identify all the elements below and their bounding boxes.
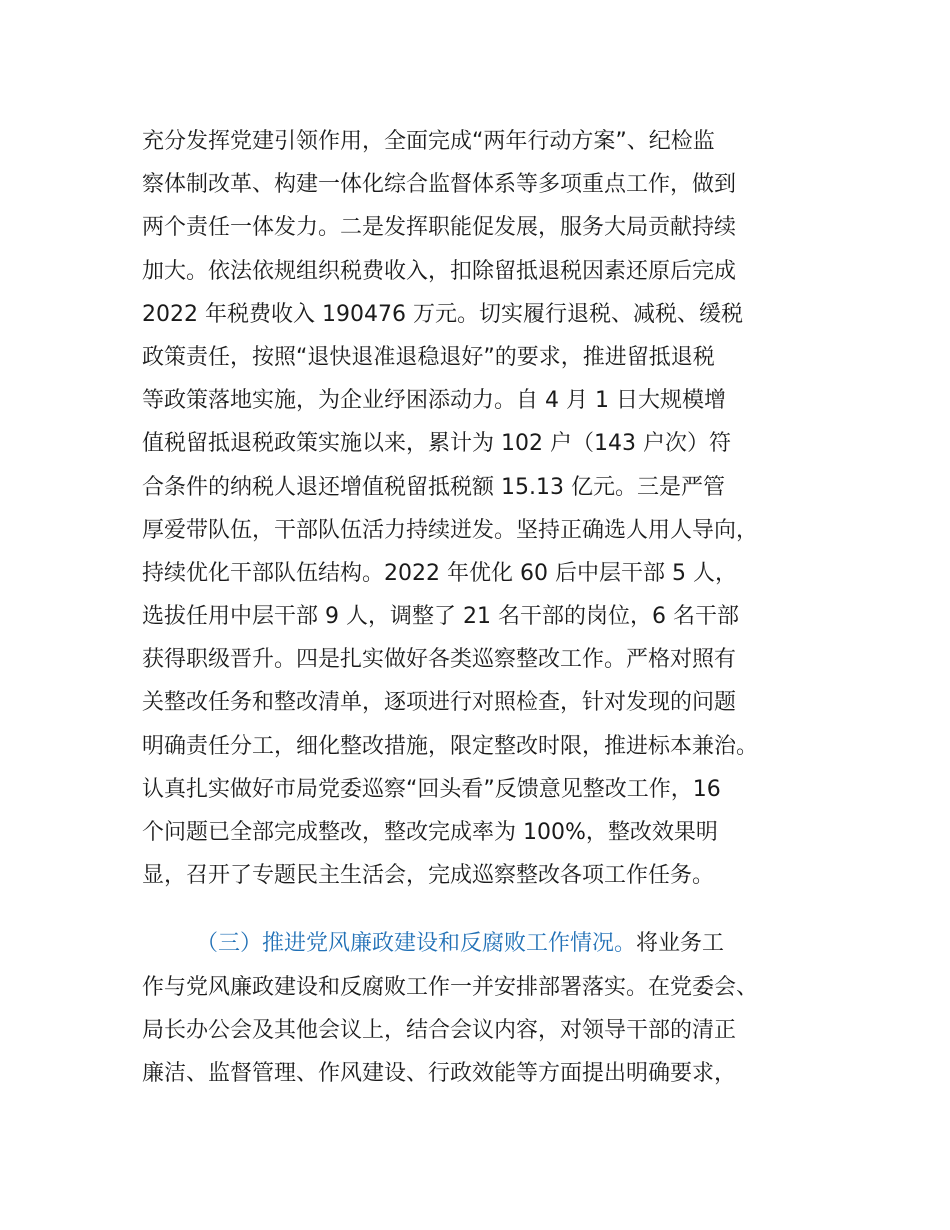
- paragraph-line: 充分发挥党建引领作用，全面完成“两年行动方案”、纪检监: [142, 129, 715, 154]
- section-text: 将业务工: [636, 931, 725, 957]
- paragraph-line: 获得职级晋升。四是扎实做好各类巡察整改工作。严格对照有: [142, 647, 737, 673]
- paragraph-line: 个问题已全部完成整改，整改完成率为 100%，整改效果明: [142, 820, 718, 845]
- section-3: [142, 922, 842, 1095]
- paragraph-line: 厚爱带队伍，干部队伍活力持续迸发。坚持正确选人用人导向，: [142, 517, 759, 543]
- paragraph-line: 2022 年税费收入 190476 万元。切实履行退税、减税、缓税: [142, 301, 743, 327]
- paragraph-line: 认真扎实做好市局党委巡察“回头看”反馈意见整改工作，16: [142, 776, 721, 802]
- paragraph-line: 加大。依法依规组织税费收入，扣除留抵退税因素还原后完成: [142, 258, 737, 284]
- paragraph-line: 选拔任用中层干部 9 人，调整了 21 名干部的岗位，6 名干部: [142, 604, 739, 630]
- paragraph-line: 合条件的纳税人退还增值税留抵税额 15.13 亿元。三是严管: [142, 474, 725, 500]
- document-body: [142, 120, 842, 1095]
- paragraph-line: 关整改任务和整改清单，逐项进行对照检查，针对发现的问题: [142, 690, 737, 716]
- paragraph-line: 显，召开了专题民主生活会，完成巡察整改各项工作任务。: [142, 863, 715, 889]
- paragraph-line: 持续优化干部队伍结构。2022 年优化 60 后中层干部 5 人，: [142, 560, 737, 586]
- section-3-first-line: [142, 922, 842, 965]
- paragraph-line: 政策责任，按照“退快退准退稳退好”的要求，推进留抵退税: [142, 344, 715, 370]
- paragraph-line: 作与党风廉政建设和反腐败工作一并安排部署落实。在党委会、: [142, 974, 759, 1000]
- paragraph-line: 明确责任分工，细化整改措施，限定整改时限，推进标本兼治。: [142, 733, 759, 759]
- paragraph-1: [142, 120, 842, 897]
- paragraph-line: 等政策落地实施，为企业纾困添动力。自 4 月 1 日大规模增: [142, 388, 726, 414]
- paragraph-line: 两个责任一体发力。二是发挥职能促发展，服务大局贡献持续: [142, 215, 737, 241]
- section-heading: （三）推进党风廉政建设和反腐败工作情况。: [196, 931, 637, 957]
- paragraph-spacer: [142, 897, 842, 922]
- paragraph-line: 察体制改革、构建一体化综合监督体系等多项重点工作，做到: [142, 172, 737, 198]
- paragraph-line: 值税留抵退税政策实施以来，累计为 102 户（143 户次）符: [142, 431, 731, 457]
- paragraph-line: 局长办公会及其他会议上，结合会议内容，对领导干部的清正: [142, 1017, 737, 1043]
- paragraph-line: 廉洁、监督管理、作风建设、行政效能等方面提出明确要求，: [142, 1060, 737, 1086]
